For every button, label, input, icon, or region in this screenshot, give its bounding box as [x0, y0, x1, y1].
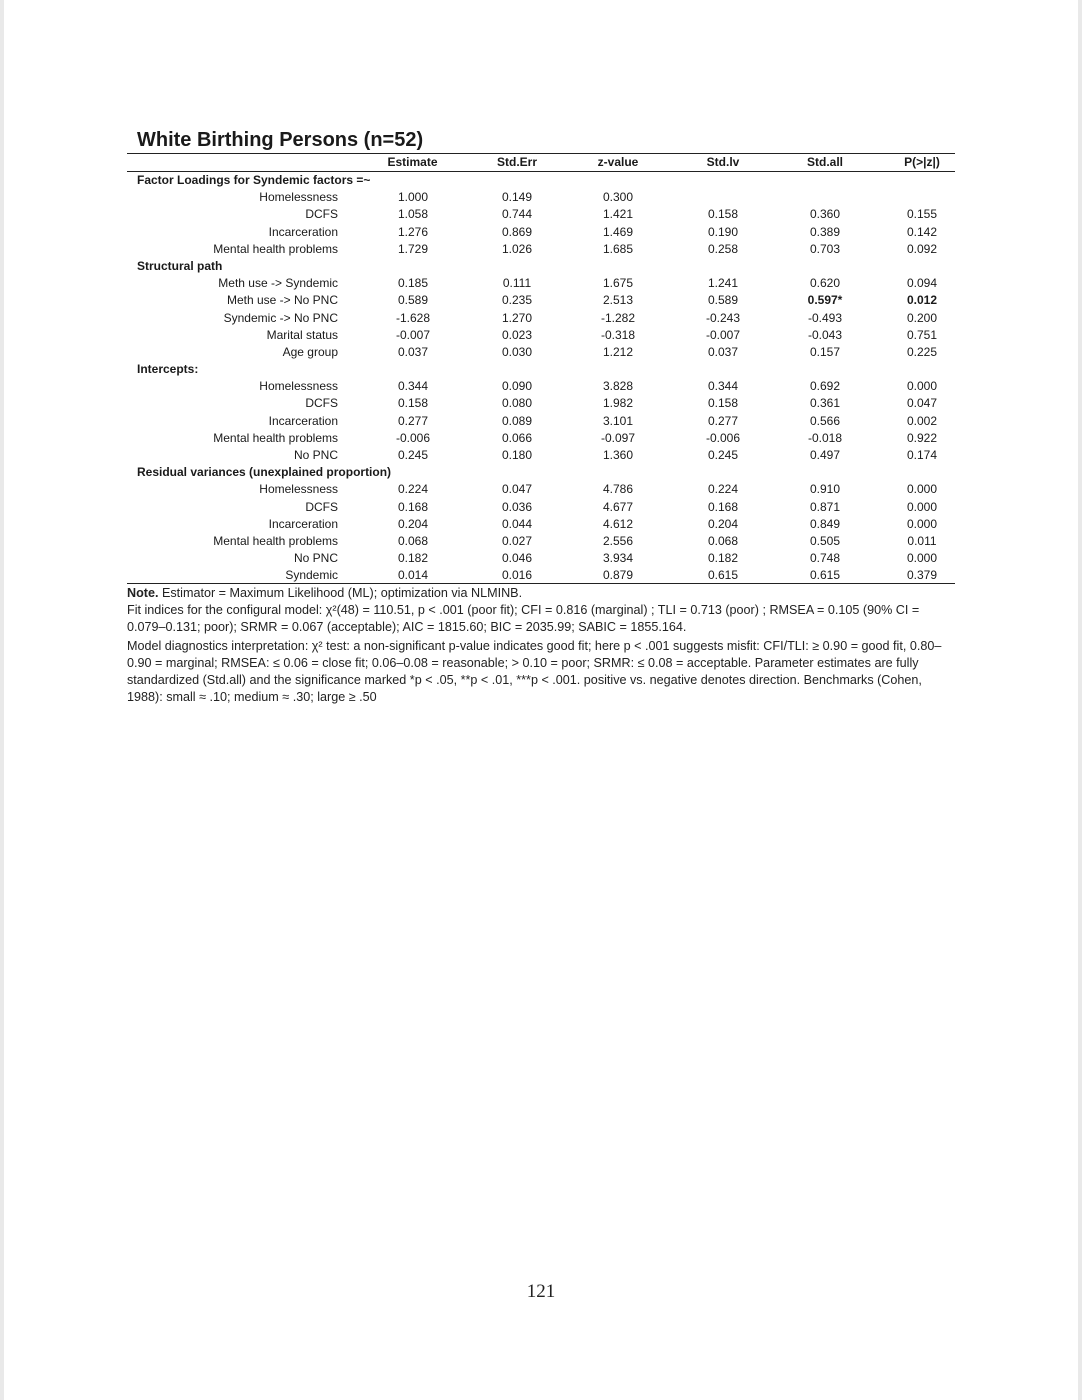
cell-std-all: 0.620	[809, 276, 841, 291]
table-notes	[127, 585, 957, 706]
table-title: White Birthing Persons (n=52)	[137, 129, 424, 151]
row-label: Mental health problems	[213, 533, 338, 548]
cell-z-value: 0.300	[602, 190, 634, 205]
cell-std-err: 0.023	[501, 327, 533, 342]
cell-std-err: 0.016	[501, 568, 533, 583]
page-edge-left	[0, 0, 4, 1400]
cell-estimate: 0.014	[397, 568, 429, 583]
cell-estimate: 0.224	[397, 482, 429, 497]
cell-std-lv: -0.007	[705, 327, 741, 342]
cell-std-all: 0.505	[809, 533, 841, 548]
cell-std-all: 0.615	[809, 568, 841, 583]
cell-z-value: 1.675	[602, 276, 634, 291]
cell-estimate: 0.068	[397, 533, 429, 548]
row-label: Homelessness	[259, 190, 338, 205]
cell-z-value: 4.612	[602, 516, 634, 531]
cell-std-err: 0.047	[501, 482, 533, 497]
table-row	[127, 206, 955, 223]
cell-std-all: -0.493	[807, 310, 843, 325]
cell-z-value: 1.212	[602, 344, 634, 359]
cell-std-err: 0.235	[501, 293, 533, 308]
cell-estimate: 0.168	[397, 499, 429, 514]
row-label: Mental health problems	[213, 241, 338, 256]
cell-std-all: 0.361	[809, 396, 841, 411]
cell-std-all: 0.566	[809, 413, 841, 428]
cell-p-value: 0.200	[906, 310, 938, 325]
cell-std-all: 0.871	[809, 499, 841, 514]
cell-std-lv: 0.204	[707, 516, 739, 531]
cell-p-value: 0.002	[906, 413, 938, 428]
cell-z-value: 1.469	[602, 224, 634, 239]
section-label: Intercepts:	[137, 362, 199, 377]
cell-estimate: 0.204	[397, 516, 429, 531]
cell-z-value: 3.828	[602, 379, 634, 394]
row-label: Meth use -> Syndemic	[218, 276, 338, 291]
row-label: Incarceration	[268, 224, 338, 239]
cell-z-value: -1.282	[600, 310, 636, 325]
cell-z-value: 2.556	[602, 533, 634, 548]
cell-std-all: 0.849	[809, 516, 841, 531]
cell-p-value: 0.379	[906, 568, 938, 583]
table-row	[127, 550, 955, 567]
row-label: Incarceration	[268, 413, 338, 428]
cell-estimate: 0.182	[397, 551, 429, 566]
cell-p-value: 0.047	[906, 396, 938, 411]
cell-std-lv: 0.068	[707, 533, 739, 548]
row-label: Syndemic -> No PNC	[223, 310, 338, 325]
cell-std-all: 0.389	[809, 224, 841, 239]
table-bottom-rule	[127, 583, 955, 584]
col-header-std-err: Std.Err	[496, 155, 537, 169]
cell-std-err: 0.044	[501, 516, 533, 531]
cell-p-value: 0.000	[906, 379, 938, 394]
row-label: Homelessness	[259, 379, 338, 394]
cell-std-lv: 0.615	[707, 568, 739, 583]
cell-z-value: 4.786	[602, 482, 634, 497]
cell-std-err: 1.270	[501, 310, 533, 325]
table-row	[127, 241, 955, 258]
table-row	[127, 395, 955, 412]
cell-estimate: 0.277	[397, 413, 429, 428]
table-row	[127, 533, 955, 550]
cell-std-lv: 0.037	[707, 344, 739, 359]
cell-std-all: 0.748	[809, 551, 841, 566]
cell-std-all: 0.597*	[807, 293, 843, 308]
cell-std-err: 0.046	[501, 551, 533, 566]
note-estimator-text: Estimator = Maximum Likelihood (ML); optimization via NLMINB.	[158, 586, 523, 600]
row-label: Marital status	[266, 327, 338, 342]
cell-std-err: 0.030	[501, 344, 533, 359]
cell-estimate: 1.276	[397, 224, 429, 239]
cell-estimate: 0.344	[397, 379, 429, 394]
table-row	[127, 292, 955, 309]
cell-z-value: 1.360	[602, 448, 634, 462]
table-body	[127, 172, 955, 585]
cell-std-lv: 1.241	[707, 276, 739, 291]
cell-p-value: 0.000	[906, 482, 938, 497]
cell-p-value: 0.142	[906, 224, 938, 239]
note-diagnostics: Model diagnostics interpretation: χ² test: a non-significant p-value indicates good fit; here p < .001 suggests misfit: CFI/TLI: ≥ 0.90 = good fit, 0.80–0.90 = marginal; RMSEA: ≤ 0.06 = close fit; 0.06–0.08 = reasonable; > 0.10 = poor; SRMR: ≤ 0.08 = acceptable. Parameter estimates are fully standardized (Std.all) and the significance marked *p < .05, **p < .01, ***p < .001. positive vs. negative denotes direction. Benchmarks (Cohen, 1988): small ≈ .10; medium ≈ .30; large ≥ .50	[127, 639, 942, 704]
table-row	[127, 344, 955, 361]
cell-std-lv: -0.243	[705, 310, 741, 325]
table-row	[127, 499, 955, 516]
cell-z-value: -0.318	[600, 327, 636, 342]
cell-std-lv: 0.224	[707, 482, 739, 497]
section-label: Residual variances (unexplained proportion)	[137, 465, 392, 480]
col-header-z-value: z-value	[597, 155, 639, 169]
section-header-row	[127, 258, 955, 275]
row-label: Mental health problems	[213, 430, 338, 445]
cell-std-all: 0.910	[809, 482, 841, 497]
cell-z-value: 2.513	[602, 293, 634, 308]
row-label: Meth use -> No PNC	[226, 293, 338, 308]
cell-std-err: 0.744	[501, 207, 533, 222]
cell-std-err: 0.180	[501, 448, 533, 462]
cell-z-value: 1.982	[602, 396, 634, 411]
table-row	[127, 189, 955, 206]
cell-p-value: 0.012	[906, 293, 938, 308]
table-row	[127, 327, 955, 344]
col-header-std-all: Std.all	[806, 155, 843, 169]
row-label: Syndemic	[285, 568, 338, 583]
cell-std-err: 1.026	[501, 241, 533, 256]
table-row	[127, 275, 955, 292]
cell-z-value: 3.101	[602, 413, 634, 428]
cell-std-lv: 0.277	[707, 413, 739, 428]
row-label: No PNC	[293, 551, 338, 566]
section-label: Structural path	[137, 258, 223, 273]
cell-z-value: 4.677	[602, 499, 634, 514]
cell-estimate: 0.037	[397, 344, 429, 359]
page-edge-right	[1078, 0, 1082, 1400]
row-label: No PNC	[293, 448, 338, 462]
cell-estimate: 1.729	[397, 241, 429, 256]
cell-p-value: 0.174	[906, 448, 938, 462]
cell-estimate: 1.058	[397, 207, 429, 222]
cell-std-all: 0.157	[809, 344, 841, 359]
cell-std-lv: 0.158	[707, 396, 739, 411]
cell-std-all: -0.018	[807, 430, 843, 445]
cell-p-value: 0.092	[906, 241, 938, 256]
cell-p-value: 0.011	[907, 533, 937, 548]
cell-std-lv: 0.158	[707, 207, 739, 222]
row-label: Homelessness	[259, 482, 338, 497]
cell-std-err: 0.036	[501, 499, 533, 514]
cell-std-lv: 0.258	[707, 241, 739, 256]
cell-estimate: 0.185	[397, 276, 429, 291]
col-header-p-value: P(>|z|)	[904, 155, 940, 169]
section-header-row	[127, 361, 955, 378]
note-fit-indices: Fit indices for the configural model: χ²(48) = 110.51, p < .001 (poor fit); CFI = 0.816 (marginal) ; TLI = 0.713 (poor) ; RMSEA = 0.105 (90% CI = 0.079–0.131; poor); SRMR = 0.067 (acceptable); AIC = 1815.60; BIC = 2035.99; SABIC = 1855.164.	[127, 603, 920, 634]
section-header-row	[127, 172, 955, 189]
cell-std-lv: 0.589	[707, 293, 739, 308]
page-number: 121	[526, 1281, 556, 1302]
row-label: DCFS	[305, 499, 338, 514]
table-row	[127, 378, 955, 395]
col-header-std-lv: Std.lv	[706, 155, 740, 169]
cell-std-all: 0.497	[809, 448, 841, 462]
cell-std-err: 0.089	[501, 413, 533, 428]
section-label: Factor Loadings for Syndemic factors =~	[137, 173, 371, 187]
cell-std-err: 0.080	[501, 396, 533, 411]
cell-std-err: 0.111	[502, 276, 532, 291]
cell-p-value: 0.000	[906, 516, 938, 531]
cell-z-value: 3.934	[602, 551, 634, 566]
cell-z-value: 1.421	[602, 207, 634, 222]
cell-estimate: -1.628	[395, 310, 431, 325]
row-label: DCFS	[305, 396, 338, 411]
cell-std-lv: -0.006	[705, 430, 741, 445]
note-label: Note.	[127, 586, 159, 600]
cell-estimate: -0.007	[395, 327, 431, 342]
cell-p-value: 0.155	[906, 207, 938, 222]
cell-std-lv: 0.182	[707, 551, 739, 566]
cell-std-lv: 0.190	[707, 224, 739, 239]
table-row	[127, 516, 955, 533]
row-label: Incarceration	[268, 516, 338, 531]
table-row	[127, 567, 955, 584]
table-row	[127, 413, 955, 430]
section-header-row	[127, 464, 955, 481]
cell-p-value: 0.922	[906, 430, 938, 445]
table-row	[127, 447, 955, 464]
cell-estimate: -0.006	[395, 430, 431, 445]
cell-std-lv: 0.168	[707, 499, 739, 514]
cell-p-value: 0.094	[906, 276, 938, 291]
cell-std-err: 0.869	[501, 224, 533, 239]
cell-p-value: 0.000	[906, 551, 938, 566]
cell-p-value: 0.225	[906, 344, 938, 359]
cell-std-lv: 0.245	[707, 448, 739, 462]
col-header-estimate: Estimate	[387, 155, 438, 169]
cell-z-value: -0.097	[600, 430, 636, 445]
cell-std-err: 0.090	[501, 379, 533, 394]
cell-estimate: 1.000	[397, 190, 429, 205]
cell-std-lv: 0.344	[707, 379, 739, 394]
cell-p-value: 0.751	[906, 327, 938, 342]
table-row	[127, 310, 955, 327]
cell-z-value: 1.685	[602, 241, 634, 256]
note-estimator	[127, 585, 957, 602]
cell-std-all: 0.692	[809, 379, 841, 394]
cell-std-all: 0.703	[809, 241, 841, 256]
cell-std-all: 0.360	[809, 207, 841, 222]
cell-p-value: 0.000	[906, 499, 938, 514]
row-label: Age group	[282, 344, 338, 359]
table-row	[127, 224, 955, 241]
cell-estimate: 0.245	[397, 448, 429, 462]
cell-std-err: 0.066	[501, 430, 533, 445]
cell-z-value: 0.879	[602, 568, 634, 583]
cell-estimate: 0.589	[397, 293, 429, 308]
table-row	[127, 430, 955, 447]
cell-std-err: 0.027	[501, 533, 533, 548]
cell-std-err: 0.149	[501, 190, 533, 205]
table-row	[127, 481, 955, 498]
row-label: DCFS	[305, 207, 338, 222]
cell-estimate: 0.158	[397, 396, 429, 411]
cell-std-all: -0.043	[807, 327, 843, 342]
